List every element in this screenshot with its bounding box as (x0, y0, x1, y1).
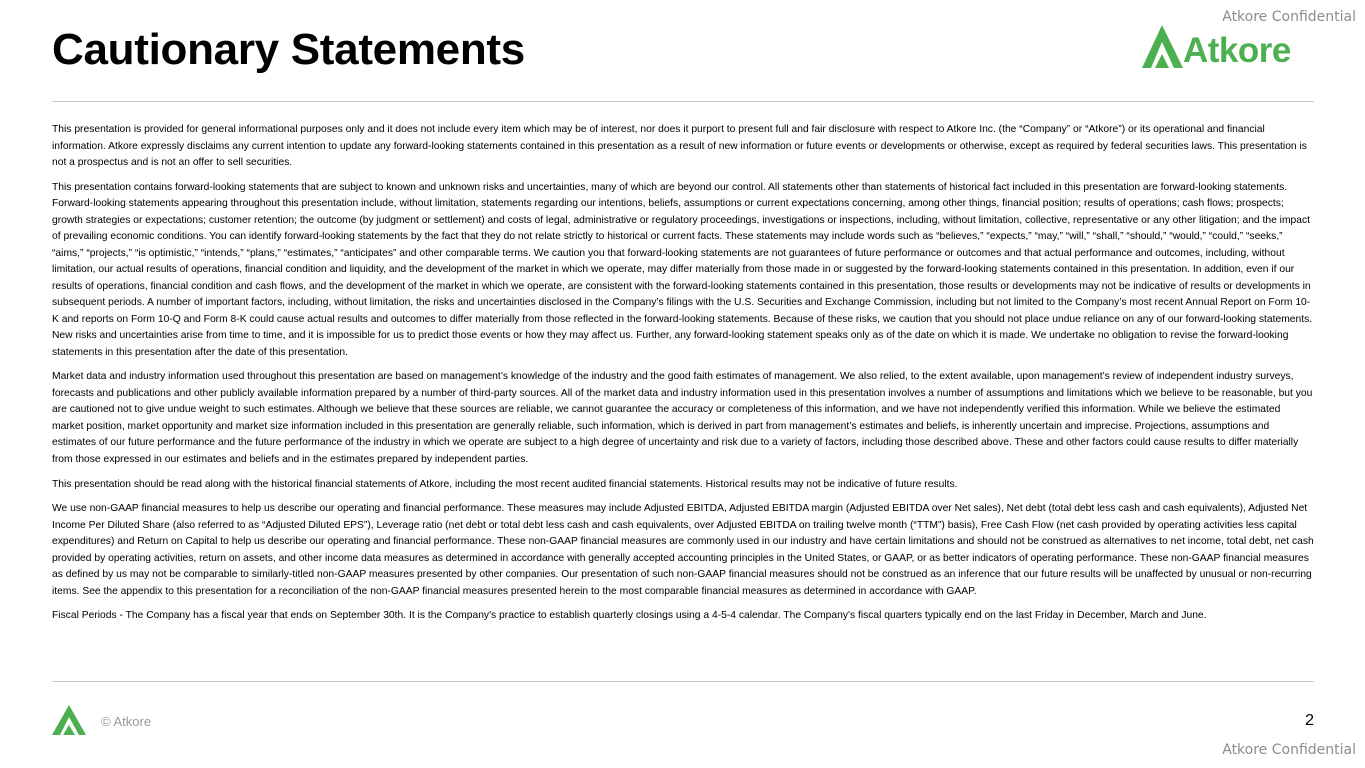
page-number: 2 (1305, 712, 1314, 729)
paragraph-non-gaap: We use non-GAAP financial measures to help us describe our operating and financial performance. These measures may include Adjusted EBITDA, Adjusted EBITDA margin (Adjusted EBITDA over Net sales), Net debt (total debt less cash and cash equivalents), Adjusted Net Income Per Diluted Share (also referred to as “Adjusted Diluted EPS”), Leverage ratio (net debt or total debt less cash and cash equivalents, over Adjusted EBITDA on trailing twelve month (“TTM”) basis), Free Cash Flow (net cash provided by operating activities less capital expenditures) and Return on Capital to help us describe our operating and financial performance. These non-GAAP financial measures are commonly used in our industry and have certain limitations and should not be construed as alternatives to net income, total debt, net cash provided by operating activities, return on assets, and other income data measures as determined in accordance with generally accepted accounting principles in the United States, or GAAP, or as better indicators of operating performance. These non-GAAP financial measures as defined by us may not be comparable to similarly-titled non-GAAP measures presented by other companies. Our presentation of such non-GAAP financial measures should not be construed as an inference that our future results will be unaffected by unusual or non-recurring items. See the appendix to this presentation for a reconciliation of the non-GAAP financial measures presented herein to the most comparable financial measures as determined in accordance with GAAP. (52, 503, 1314, 597)
confidential-label-top: Atkore Confidential (1222, 9, 1356, 25)
paragraph-historical-statements: This presentation should be read along with the historical financial statements of Atkore, including the most recent audited financial statements. Historical results may not be indicative of future results. (52, 478, 958, 490)
atkore-logo (1142, 24, 1317, 70)
atkore-triangle-icon (52, 705, 86, 735)
confidential-label-bottom: Atkore Confidential (1222, 742, 1356, 758)
paragraph-general-info: This presentation is provided for general informational purposes only and it does not include every item which may be of interest, nor does it purport to present full and fair disclosure with respect to Atkore Inc. (the “Company” or “Atkore”) or its operational and financial information. Atkore expressly disclaims any current intention to update any forward-looking statements contained in this presentation as a result of new information or future events or developments or otherwise, except as required by federal securities laws. This presentation is not a prospectus and is not an offer to sell securities. (52, 124, 1307, 168)
paragraph-forward-looking: This presentation contains forward-looking statements that are subject to known and unknown risks and uncertainties, many of which are beyond our control. All statements other than statements of historical fact included in this presentation are forward-looking statements. Forward-looking statements appearing throughout this presentation include, without limitation, statements regarding our intentions, beliefs, assumptions or current expectations concerning, among other things, financial position; results of operations; cash flows; prospects; growth strategies or expectations; customer retention; the outcome (by judgment or settlement) and costs of legal, administrative or regulatory proceedings, investigations or inspections, including, without limitation, collective, representative or any other litigation; and the impact of prevailing economic conditions. You can identify forward-looking statements by the fact that they do not relate strictly to historical or current facts. These statements may include words such as “believes,” “expects,” “may,” “will,” “shall,” “should,” “would,” “could,” “seeks,” “aims,” “projects,” “is optimistic,” “intends,” “plans,” “estimates,” “anticipates” and other comparable terms. We caution you that forward-looking statements are not guarantees of future performance or outcomes and that actual performance and outcomes, including, without limitation, our actual results of operations, financial condition and liquidity, and the development of the market in which we operate, may differ materially from those made in or suggested by the forward-looking statements contained in this presentation. In addition, even if our results of operations, financial condition and cash flows, and the development of the market in which we operate, are consistent with the forward-looking statements contained in this presentation, those results or developments may not be indicative of results or developments in subsequent periods. A number of important factors, including, without limitation, the risks and uncertainties disclosed in the Company’s filings with the U.S. Securities and Exchange Commission, including but not limited to the Company’s most recent Annual Report on Form 10-K and reports on Form 10-Q and Form 8-K could cause actual results and outcomes to differ materially from those reflected in the forward-looking statements. Because of these risks, we caution that you should not place undue reliance on any of our forward-looking statements. New risks and uncertainties arise from time to time, and it is impossible for us to predict those events or how they may affect us. Further, any forward-looking statement speaks only as of the date on which it is made. We undertake no obligation to revise the forward-looking statements in this presentation after the date of this presentation. (52, 181, 1313, 358)
header-divider (52, 101, 1314, 102)
atkore-logo-wordmark: Atkore (1183, 31, 1291, 70)
page-title: Cautionary Statements (52, 25, 525, 74)
footer-divider (52, 681, 1314, 682)
copyright-text: © Atkore (101, 714, 152, 729)
paragraph-fiscal-periods: Fiscal Periods - The Company has a fiscal year that ends on September 30th. It is the Company's practice to establish quarterly closings using a 4-5-4 calendar. The Company's fiscal quarters typically end on the last Friday in December, March and June. (52, 610, 1207, 622)
disclaimer-body (52, 122, 1314, 633)
paragraph-market-data: Market data and industry information used throughout this presentation are based on management’s knowledge of the industry and the good faith estimates of management. We also relied, to the extent available, upon management’s review of independent industry surveys, forecasts and publications and other publicly available information prepared by a number of third-party sources. All of the market data and industry information used in this presentation involves a number of assumptions and limitations which we believe to be reasonable, but you are cautioned not to give undue weight to such estimates. Although we believe that these sources are reliable, we cannot guarantee the accuracy or completeness of this information, and we have not independently verified this information. While we believe the estimated market position, market opportunity and market size information included in this presentation are generally reliable, such information, which is derived in part from management’s estimates and beliefs, is inherently uncertain and imprecise. Projections, assumptions and estimates of our future performance and the future performance of the industry in which we operate are subject to a high degree of uncertainty and risk due to a variety of factors, including those described above. These and other factors could cause results to differ materially from those expressed in our estimates and beliefs and in the estimates prepared by independent parties. (52, 371, 1313, 465)
